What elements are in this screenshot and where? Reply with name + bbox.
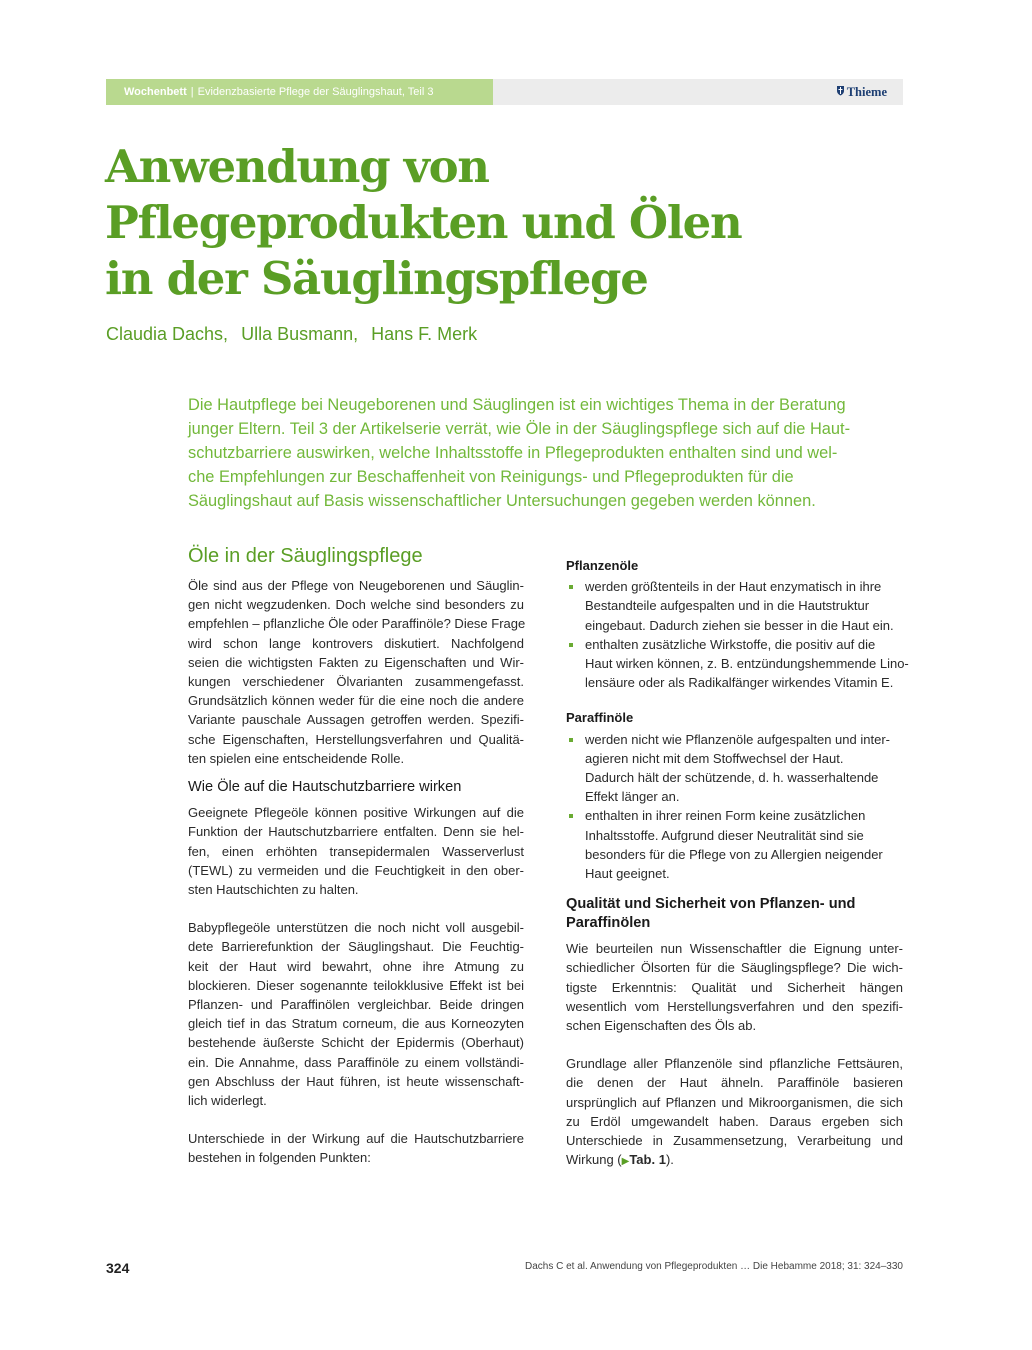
thieme-logo-icon — [836, 80, 845, 106]
text-line: keit der Haut wird bewahrt, ohne ihre Atmung zu — [188, 958, 524, 974]
author: Hans F. Merk — [371, 324, 478, 344]
text-line: (TEWL) zu vermeiden und die Feuchtigkeit in den ober- — [188, 862, 524, 878]
plant-oils-list — [566, 577, 909, 692]
publisher-name: Thieme — [846, 85, 887, 99]
section-label — [106, 79, 493, 105]
text-line: Inhaltsstoffe. Aufgrund dieser Neutralität sind sie — [585, 827, 864, 843]
text-line: besonders für die Pflege von zu Allergien neigender — [585, 846, 883, 862]
right-column — [566, 541, 909, 1171]
title-line: Pflegeprodukten und Ölen — [105, 196, 742, 249]
text-line: Geeignete Pflegeöle können positive Wirkungen auf die — [188, 805, 524, 821]
paragraph-gap — [566, 1035, 903, 1054]
text-line: Grundsätzlich können weder für die eine noch die andere — [188, 693, 524, 709]
text-line: Unterschiede in der Wirkung auf die Hautschutzbarriere — [188, 1131, 524, 1147]
paragraph — [188, 1129, 524, 1167]
text-line — [566, 1150, 903, 1171]
paragraph-gap — [188, 899, 524, 918]
text-line: kungen verschiedener Ölvarianten zusammengefasst. — [188, 674, 524, 690]
text-line: lensäure oder als Radikalfänger wirkendes Vitamin E. — [585, 675, 894, 691]
subsection-heading: Wie Öle auf die Hautschutzbarriere wirken — [188, 779, 462, 796]
text-fragment: Wirkung ( — [566, 1152, 622, 1168]
text-line: agieren nicht mit dem Stoffwechsel der Haut. — [585, 750, 844, 766]
list-item — [566, 730, 903, 807]
text-line: enthalten in ihrer reinen Form keine zusätzlichen — [585, 808, 866, 824]
page-number: 324 — [106, 1260, 130, 1276]
title-line: Anwendung von — [105, 140, 489, 193]
abstract-line: schutzbarriere auswirken, welche Inhaltsstoffe in Pflegeprodukten enthalten sind und wel- — [188, 444, 838, 462]
text-line: ten spielen eine entscheidende Rolle. — [188, 750, 405, 766]
paraffin-oils-heading: Paraffinöle — [566, 710, 634, 726]
text-line: seien die wichtigsten Fakten zu Eigenschaften und Wir- — [188, 654, 524, 670]
author-list — [106, 324, 485, 345]
text-line: blockieren. Dieser sogenannte teilokklusive Effekt ist bei — [188, 977, 524, 993]
paragraph — [566, 939, 903, 1035]
text-line: sten Hautschichten zu halten. — [188, 882, 359, 898]
author: Ulla Busmann, — [241, 324, 359, 344]
list-item — [566, 577, 903, 635]
abstract-line: junger Eltern. Teil 3 der Artikelserie verrät, wie Öle in der Säuglingspflege sich auf die Haut- — [188, 420, 851, 438]
paragraph — [188, 918, 524, 1110]
text-line: wesentlich vom Herstellungsverfahren und den spezifi- — [566, 998, 903, 1014]
text-line: Wie beurteilen nun Wissenschaftler die Eignung unter- — [566, 941, 903, 957]
citation: Dachs C et al. Anwendung von Pflegeprodukten … Die Hebamme 2018; 31: 324–330 — [524, 1261, 903, 1272]
intro-paragraph — [188, 576, 524, 768]
text-line: werden nicht wie Pflanzenöle aufgespalten und inter- — [585, 731, 890, 747]
series-title: Evidenzbasierte Pflege der Säuglingshaut, Teil 3 — [197, 86, 434, 98]
text-line: ein. Die Annahme, dass Paraffinöle zu einem vollständi- — [188, 1054, 524, 1070]
text-fragment: ). — [665, 1152, 674, 1168]
section-name: Wochenbett — [124, 86, 187, 98]
left-column — [188, 541, 524, 1168]
text-line: Pflanzen- und Paraffinölen vergleichbar. Beide dringen — [188, 997, 524, 1013]
text-line: gleich tief in das Stratum corneum, die aus Korneozyten — [188, 1016, 524, 1032]
text-line: bestehende äußerste Schicht der Epidermis (Oberhaut) — [188, 1035, 524, 1051]
text-line: Grundlage aller Pflanzenöle sind pflanzliche Fettsäuren, — [566, 1056, 903, 1072]
list-item — [566, 635, 909, 693]
text-line: fen, einen erhöhten transepidermalen Wasserverlust — [188, 843, 524, 859]
text-line: Effekt länger an. — [585, 789, 680, 805]
text-line: wird schon lange kontrovers diskutiert. Nachfolgend — [188, 635, 524, 651]
text-line: schiedlicher Ölsorten für die Säuglingspflege? Die wich- — [566, 960, 903, 976]
text-line: werden größtenteils in der Haut enzymatisch in ihre — [585, 579, 882, 595]
text-line: lich widerlegt. — [188, 1093, 267, 1109]
publisher — [836, 79, 887, 105]
text-line: schen Eigenschaften des Öls ab. — [566, 1018, 757, 1034]
text-line: Bestandteile aufgespalten und in die Hautstruktur — [585, 598, 870, 614]
text-line: zu Erdöl umgewandelt haben. Daraus ergeben sich — [566, 1113, 903, 1129]
text-line: Variante pauschale Aussagen getroffen werden. Spezifi- — [188, 712, 524, 728]
text-line: ursprünglich auf Pflanzen und Mikroorganismen, die sich — [566, 1094, 903, 1110]
text-line: Öle sind aus der Pflege von Neugeborenen und Säuglin- — [188, 578, 524, 593]
header-separator: | — [190, 86, 194, 98]
text-line: gen nicht wegzudenken. Doch welche sind besonders zu — [188, 597, 524, 613]
paraffin-oils-list — [566, 730, 903, 884]
text-line: Haut geeignet. — [585, 866, 670, 882]
author: Claudia Dachs, — [106, 324, 229, 344]
paragraph — [188, 803, 524, 899]
text-line: die denen der Haut ähneln. Paraffinöle basieren — [566, 1075, 903, 1091]
text-line: Funktion der Hautschutzbarriere entfalten. Denn sie hel- — [188, 824, 524, 840]
text-line: gen Abschluss der Haut führen, ist heute wissenschaft- — [188, 1073, 524, 1089]
running-header — [106, 79, 903, 105]
title-line: in der Säuglingspflege — [105, 252, 648, 305]
heading-line: Paraffinölen — [566, 915, 651, 932]
text-line: Babypflegeöle unterstützen die noch nicht voll ausgebil- — [188, 920, 524, 936]
text-line: Dadurch hält der schützende, d. h. wasserhaltende — [585, 770, 879, 786]
list-item — [566, 806, 903, 883]
text-line: tigste Erkenntnis: Qualität und Sicherheit hängen — [566, 979, 903, 995]
text-line: dete Barrierefunktion der Säuglingshaut. Die Feuchtig- — [188, 939, 524, 955]
abstract-line: Die Hautpflege bei Neugeborenen und Säuglingen ist ein wichtiges Thema in der Beratung — [188, 396, 846, 414]
quality-heading — [566, 895, 903, 933]
text-line: eingebaut. Dadurch ziehen sie besser in die Haut ein. — [585, 617, 894, 633]
text-line: bestehen in folgenden Punkten: — [188, 1150, 371, 1166]
abstract-line: che Empfehlungen zur Beschaffenheit von Reinigungs- und Pflegeprodukten für die — [188, 468, 794, 486]
section-heading: Öle in der Säuglingspflege — [188, 545, 423, 567]
article-title — [105, 139, 905, 307]
plant-oils-heading: Pflanzenöle — [566, 558, 639, 573]
paragraph-gap — [188, 1110, 524, 1129]
abstract-line: Säuglingshaut auf Basis wissenschaftlicher Untersuchungen gegeben werden können. — [188, 492, 816, 510]
text-line: empfehlen – pflanzliche Öle oder Paraffinöle? Diese Frage — [188, 616, 526, 632]
arrow-right-icon: ▶ — [621, 1156, 630, 1168]
heading-line: Qualität und Sicherheit von Pflanzen- und — [566, 896, 856, 913]
abstract — [188, 393, 903, 513]
text-line: Haut wirken können, z. B. entzündungshemmende Lino- — [585, 656, 909, 672]
table-reference-link[interactable]: Tab. 1 — [629, 1152, 666, 1168]
text-line: Unterschiede in Zusammensetzung, Verarbeitung und — [566, 1133, 903, 1149]
text-line: enthalten zusätzliche Wirkstoffe, die positiv auf die — [585, 636, 876, 652]
paragraph — [566, 1054, 903, 1171]
text-line: sche Eigenschaften, Herstellungsverfahren und Qualitä- — [188, 731, 524, 747]
